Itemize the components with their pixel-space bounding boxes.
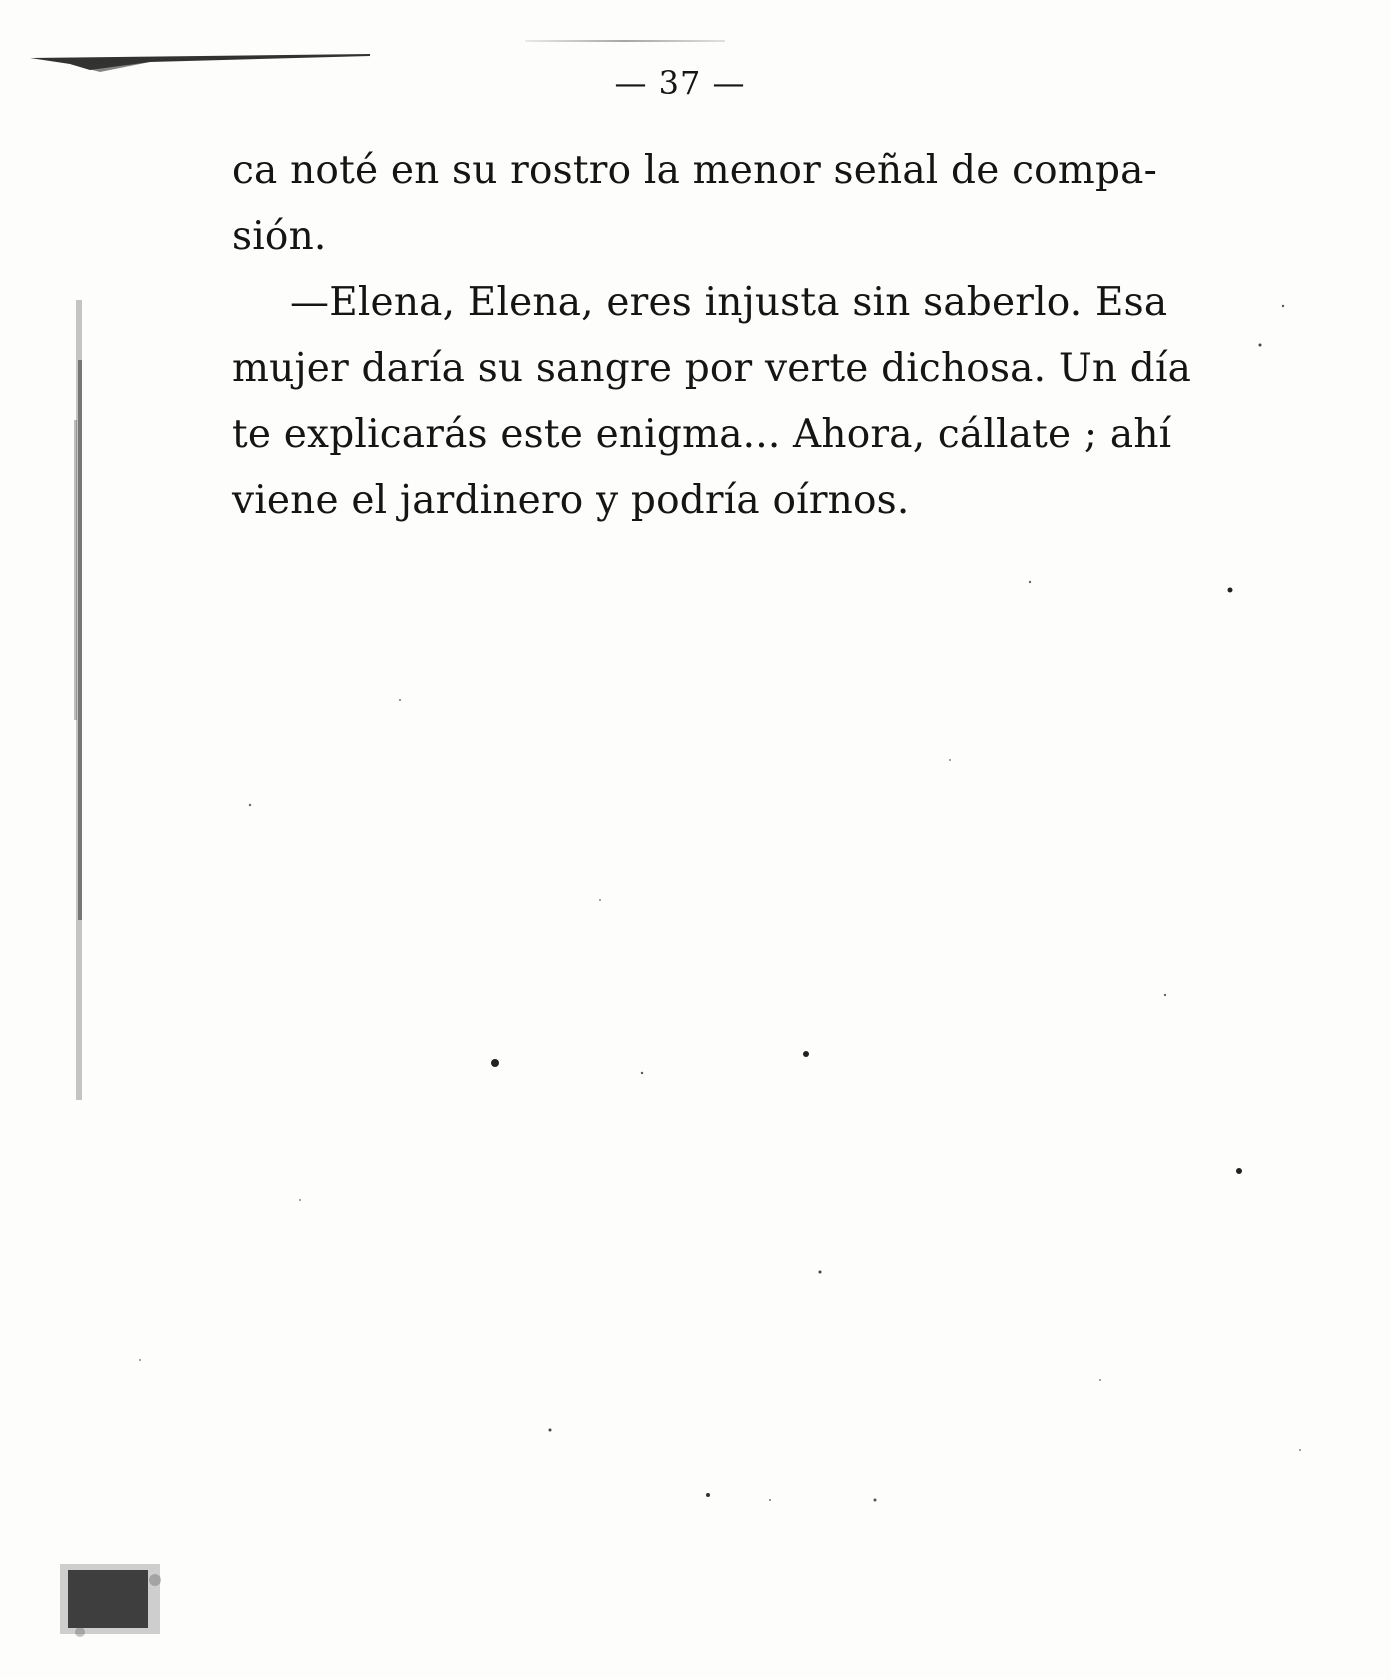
- text-line: viene el jardinero y podría oírnos.: [232, 478, 910, 523]
- body-text: [232, 138, 1192, 534]
- binding-gutter-shadow: [68, 300, 90, 1100]
- page-number: — 37 —: [614, 64, 746, 102]
- text-line: —Elena, Elena, eres injusta sin saberlo. Esa: [290, 280, 1168, 325]
- text-line: ca noté en su rostro la menor señal de compa-: [232, 148, 1157, 193]
- text-line: te explicarás este enigma... Ahora, cállate ; ahí: [232, 412, 1172, 457]
- text-line: mujer daría su sangre por verte dichosa. Un día: [232, 346, 1192, 391]
- scan-smear-top-left: [30, 52, 370, 74]
- ink-blot-bottom-left: [60, 1560, 170, 1640]
- text-line: sión.: [232, 214, 327, 259]
- top-rule: [525, 40, 725, 42]
